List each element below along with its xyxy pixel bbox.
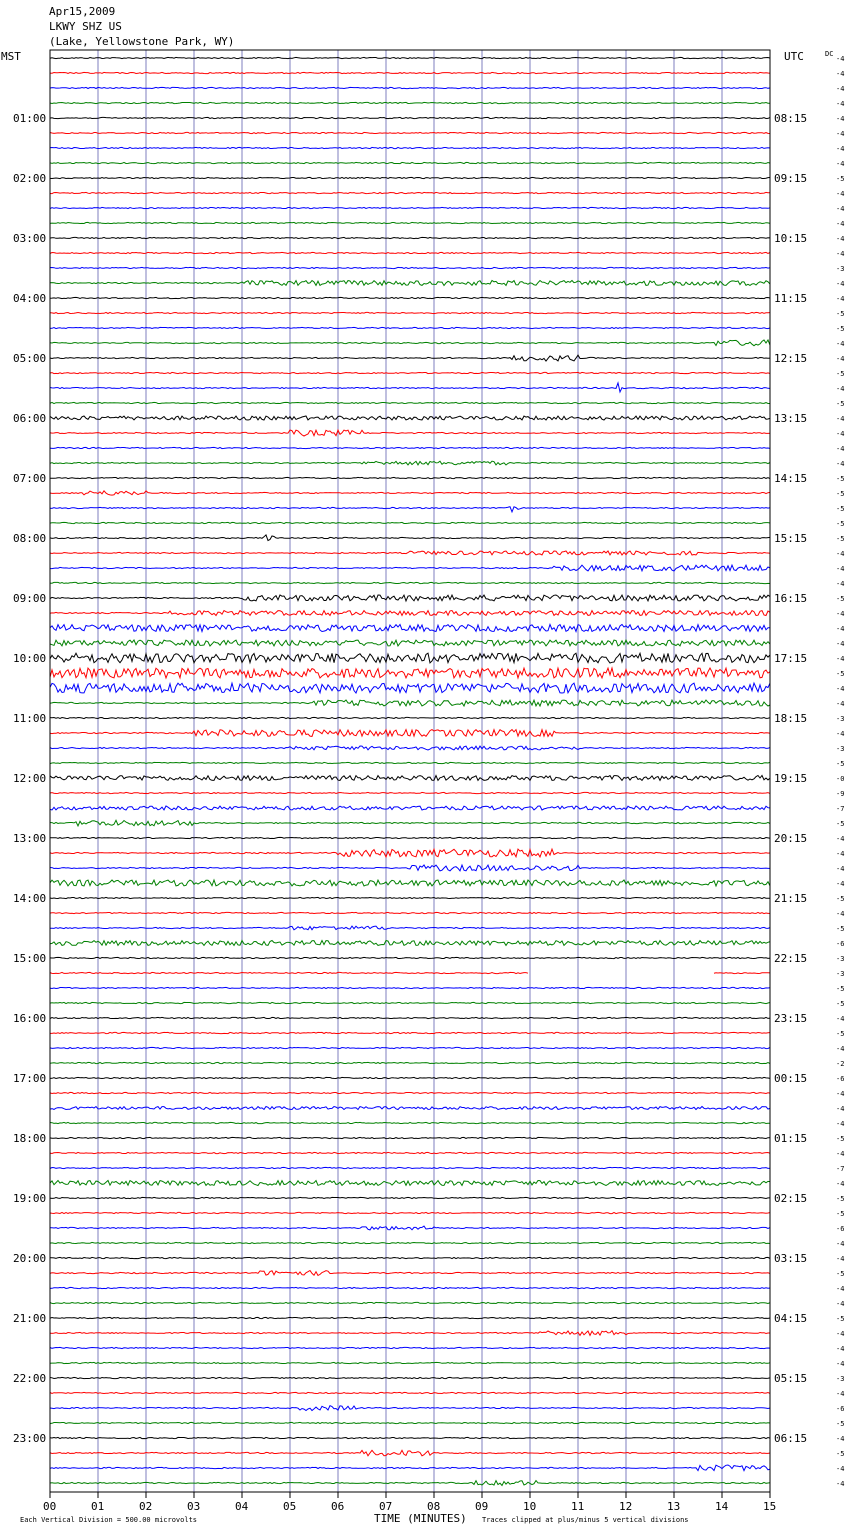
seismic-trace bbox=[50, 880, 770, 886]
dc-offset-value: -4 bbox=[836, 1150, 845, 1158]
dc-offset-value: -4 bbox=[836, 1090, 845, 1098]
dc-offset-value: -6 bbox=[836, 1225, 845, 1233]
dc-label: DC bbox=[825, 50, 834, 58]
dc-offset-value: -6 bbox=[836, 940, 845, 948]
seismic-trace bbox=[50, 1181, 770, 1186]
dc-offset-value: -4 bbox=[836, 685, 845, 693]
dc-offset-value: -4 bbox=[836, 1465, 845, 1473]
left-hour-label: 12:00 bbox=[13, 772, 47, 785]
dc-offset-value: -4 bbox=[836, 280, 845, 288]
x-tick-label: 04 bbox=[235, 1500, 249, 1513]
dc-offset-value: -4 bbox=[836, 340, 845, 348]
header-date: Apr15,2009 bbox=[49, 5, 116, 18]
seismic-trace bbox=[50, 522, 770, 523]
dc-offset-values bbox=[836, 55, 844, 1488]
dc-offset-value: -4 bbox=[836, 115, 845, 123]
dc-offset-value: -4 bbox=[836, 100, 845, 108]
seismic-trace bbox=[50, 1077, 770, 1078]
x-tick-label: 06 bbox=[331, 1500, 345, 1513]
x-tick-label: 02 bbox=[139, 1500, 153, 1513]
dc-offset-value: -4 bbox=[836, 880, 845, 888]
seismic-trace bbox=[50, 1362, 770, 1363]
dc-offset-value: -4 bbox=[836, 640, 845, 648]
seismic-trace bbox=[50, 1392, 770, 1393]
dc-offset-value: -5 bbox=[836, 895, 845, 903]
seismic-trace bbox=[50, 926, 770, 930]
seismic-trace bbox=[50, 849, 770, 857]
dc-offset-value: -5 bbox=[836, 490, 845, 498]
seismic-trace bbox=[50, 1437, 770, 1438]
minute-gridlines bbox=[98, 50, 722, 1492]
dc-offset-value: -4 bbox=[836, 145, 845, 153]
seismic-trace bbox=[50, 312, 770, 313]
seismic-trace bbox=[50, 1032, 770, 1033]
dc-offset-value: -4 bbox=[836, 550, 845, 558]
seismic-trace bbox=[50, 162, 770, 163]
seismic-trace bbox=[50, 252, 770, 253]
dc-offset-value: -4 bbox=[836, 295, 845, 303]
seismic-trace bbox=[50, 355, 770, 361]
dc-offset-value: -5 bbox=[836, 520, 845, 528]
seismic-trace bbox=[50, 865, 770, 871]
dc-offset-value: -6 bbox=[836, 1075, 845, 1083]
dc-offset-value: -4 bbox=[836, 1045, 845, 1053]
left-timezone: MST bbox=[1, 50, 21, 63]
dc-offset-value: -5 bbox=[836, 1000, 845, 1008]
x-tick-label: 11 bbox=[571, 1500, 585, 1513]
dc-offset-value: -5 bbox=[836, 325, 845, 333]
seismic-trace bbox=[50, 653, 770, 663]
dc-offset-value: -4 bbox=[836, 205, 845, 213]
seismic-trace bbox=[50, 192, 770, 193]
seismic-trace bbox=[50, 746, 770, 750]
dc-offset-value: -5 bbox=[836, 1135, 845, 1143]
seismic-trace bbox=[50, 177, 770, 178]
left-hour-label: 21:00 bbox=[13, 1312, 47, 1325]
clip-note: Traces clipped at plus/minus 5 vertical divisions bbox=[482, 1516, 689, 1524]
seismic-trace bbox=[50, 327, 770, 328]
left-hour-label: 11:00 bbox=[13, 712, 47, 725]
right-hour-label: 14:15 bbox=[774, 472, 808, 485]
seismic-trace bbox=[50, 1317, 770, 1318]
dc-offset-value: -5 bbox=[836, 475, 845, 483]
dc-offset-value: -4 bbox=[836, 160, 845, 168]
dc-offset-value: -4 bbox=[836, 1390, 845, 1398]
dc-offset-value: -4 bbox=[836, 1240, 845, 1248]
dc-offset-value: -5 bbox=[836, 505, 845, 513]
right-hour-label: 17:15 bbox=[774, 652, 808, 665]
dc-offset-value: -5 bbox=[836, 1450, 845, 1458]
seismic-trace bbox=[50, 1047, 770, 1048]
dc-offset-value: -4 bbox=[836, 355, 845, 363]
seismic-trace bbox=[50, 340, 770, 346]
x-tick-label: 03 bbox=[187, 1500, 201, 1513]
seismic-trace bbox=[50, 447, 770, 448]
x-tick-label: 14 bbox=[715, 1500, 729, 1513]
dc-offset-value: -4 bbox=[836, 1360, 845, 1368]
left-hour-label: 14:00 bbox=[13, 892, 47, 905]
seismic-trace bbox=[50, 1122, 770, 1123]
seismic-trace bbox=[50, 1377, 770, 1378]
dc-offset-value: -5 bbox=[836, 925, 845, 933]
seismic-trace bbox=[50, 1197, 770, 1198]
dc-offset-value: -5 bbox=[836, 595, 845, 603]
left-hour-label: 07:00 bbox=[13, 472, 47, 485]
dc-offset-value: -4 bbox=[836, 1300, 845, 1308]
x-tick-label: 12 bbox=[619, 1500, 633, 1513]
right-hour-label: 15:15 bbox=[774, 532, 808, 545]
left-hour-label: 19:00 bbox=[13, 1192, 47, 1205]
right-hour-label: 12:15 bbox=[774, 352, 808, 365]
dc-offset-value: -4 bbox=[836, 235, 845, 243]
seismic-trace bbox=[50, 1212, 770, 1213]
right-hour-label: 21:15 bbox=[774, 892, 808, 905]
seismic-trace bbox=[50, 117, 770, 118]
dc-offset-value: -4 bbox=[836, 460, 845, 468]
seismic-trace bbox=[50, 372, 770, 373]
dc-offset-value: -9 bbox=[836, 790, 845, 798]
right-timezone: UTC bbox=[784, 50, 804, 63]
seismic-trace bbox=[50, 461, 770, 465]
left-hour-label: 22:00 bbox=[13, 1372, 47, 1385]
dc-offset-value: -5 bbox=[836, 175, 845, 183]
seismic-trace bbox=[50, 102, 770, 103]
x-axis-label: TIME (MINUTES) bbox=[374, 1512, 467, 1525]
seismic-trace bbox=[50, 132, 770, 133]
dc-offset-value: -4 bbox=[836, 250, 845, 258]
seismic-trace bbox=[50, 416, 770, 420]
seismic-trace bbox=[714, 973, 770, 974]
seismic-trace bbox=[50, 87, 770, 88]
seismic-trace bbox=[50, 1331, 770, 1336]
seismic-trace bbox=[50, 237, 770, 238]
seismic-trace bbox=[50, 1137, 770, 1138]
seismic-trace bbox=[50, 1406, 770, 1411]
seismic-trace bbox=[50, 565, 770, 571]
seismic-trace bbox=[50, 987, 770, 988]
seismic-trace bbox=[50, 611, 770, 616]
dc-offset-value: -7 bbox=[836, 805, 845, 813]
left-hour-label: 01:00 bbox=[13, 112, 47, 125]
seismic-trace bbox=[50, 640, 770, 646]
right-hour-label: 13:15 bbox=[774, 412, 808, 425]
dc-offset-value: -4 bbox=[836, 1285, 845, 1293]
seismic-trace bbox=[50, 683, 770, 693]
dc-offset-value: -4 bbox=[836, 1345, 845, 1353]
dc-offset-value: -0 bbox=[836, 775, 845, 783]
x-tick-label: 10 bbox=[523, 1500, 537, 1513]
dc-offset-value: -4 bbox=[836, 385, 845, 393]
seismic-trace bbox=[50, 972, 528, 973]
seismic-trace bbox=[50, 1481, 770, 1486]
right-hour-label: 23:15 bbox=[774, 1012, 808, 1025]
seismic-trace bbox=[50, 837, 770, 838]
dc-offset-value: -4 bbox=[836, 85, 845, 93]
left-hour-label: 08:00 bbox=[13, 532, 47, 545]
left-hour-label: 18:00 bbox=[13, 1132, 47, 1145]
seismic-trace bbox=[50, 267, 770, 268]
dc-offset-value: -4 bbox=[836, 445, 845, 453]
seismic-trace bbox=[50, 535, 770, 541]
dc-offset-value: -4 bbox=[836, 220, 845, 228]
right-hour-labels bbox=[774, 112, 807, 1445]
right-hour-label: 19:15 bbox=[774, 772, 808, 785]
seismic-trace bbox=[50, 595, 770, 601]
right-hour-label: 05:15 bbox=[774, 1372, 808, 1385]
dc-offset-value: -3 bbox=[836, 1375, 845, 1383]
dc-offset-value: -5 bbox=[836, 820, 845, 828]
dc-offset-value: -4 bbox=[836, 130, 845, 138]
right-hour-label: 11:15 bbox=[774, 292, 808, 305]
right-hour-label: 06:15 bbox=[774, 1432, 808, 1445]
plot-frame bbox=[50, 50, 770, 1492]
x-tick-label: 08 bbox=[427, 1500, 441, 1513]
left-hour-label: 23:00 bbox=[13, 1432, 47, 1445]
dc-offset-value: -6 bbox=[836, 1405, 845, 1413]
dc-offset-value: -3 bbox=[836, 745, 845, 753]
dc-offset-value: -4 bbox=[836, 1435, 845, 1443]
right-hour-label: 01:15 bbox=[774, 1132, 808, 1145]
dc-offset-value: -4 bbox=[836, 70, 845, 78]
x-tick-label: 07 bbox=[379, 1500, 393, 1513]
right-hour-label: 10:15 bbox=[774, 232, 808, 245]
left-hour-label: 03:00 bbox=[13, 232, 47, 245]
dc-offset-value: -5 bbox=[836, 370, 845, 378]
seismic-trace bbox=[50, 1271, 770, 1276]
dc-offset-value: -2 bbox=[836, 1060, 845, 1068]
seismic-trace bbox=[50, 700, 770, 706]
dc-offset-value: -4 bbox=[836, 610, 845, 618]
seismic-trace bbox=[50, 582, 770, 583]
seismic-trace bbox=[50, 1002, 770, 1003]
dc-offset-value: -4 bbox=[836, 1120, 845, 1128]
seismic-trace bbox=[50, 1152, 770, 1153]
seismic-trace bbox=[50, 383, 770, 392]
seismic-trace bbox=[50, 792, 770, 793]
dc-offset-value: -4 bbox=[836, 55, 845, 63]
dc-offset-value: -3 bbox=[836, 715, 845, 723]
seismic-trace bbox=[50, 297, 770, 298]
seismic-trace bbox=[50, 507, 770, 512]
seismic-trace bbox=[50, 897, 770, 898]
seismic-trace bbox=[50, 1450, 770, 1456]
seismic-trace bbox=[50, 1465, 770, 1471]
left-hour-label: 02:00 bbox=[13, 172, 47, 185]
seismic-trace bbox=[50, 402, 770, 403]
seismic-trace bbox=[50, 820, 770, 826]
dc-offset-value: -4 bbox=[836, 430, 845, 438]
x-axis-ticks bbox=[43, 1492, 776, 1513]
seismic-trace bbox=[50, 1257, 770, 1258]
x-tick-label: 01 bbox=[91, 1500, 105, 1513]
right-hour-label: 04:15 bbox=[774, 1312, 808, 1325]
left-hour-label: 20:00 bbox=[13, 1252, 47, 1265]
left-hour-label: 13:00 bbox=[13, 832, 47, 845]
left-hour-label: 17:00 bbox=[13, 1072, 47, 1085]
x-tick-label: 05 bbox=[283, 1500, 297, 1513]
dc-offset-value: -4 bbox=[836, 1180, 845, 1188]
seismic-trace bbox=[50, 717, 770, 718]
x-tick-label: 13 bbox=[667, 1500, 681, 1513]
dc-offset-value: -5 bbox=[836, 760, 845, 768]
seismic-trace bbox=[50, 430, 770, 436]
right-hour-label: 22:15 bbox=[774, 952, 808, 965]
seismic-trace bbox=[50, 957, 770, 958]
dc-offset-value: -4 bbox=[836, 865, 845, 873]
x-tick-label: 00 bbox=[43, 1500, 57, 1513]
dc-offset-value: -4 bbox=[836, 565, 845, 573]
seismic-traces bbox=[50, 57, 770, 1485]
seismic-trace bbox=[50, 1242, 770, 1243]
dc-offset-value: -4 bbox=[836, 835, 845, 843]
dc-offset-value: -4 bbox=[836, 1330, 845, 1338]
dc-offset-value: -5 bbox=[836, 1420, 845, 1428]
seismic-trace bbox=[50, 1347, 770, 1348]
seismic-trace bbox=[50, 1167, 770, 1168]
header-station: LKWY SHZ US bbox=[49, 20, 122, 33]
right-hour-label: 09:15 bbox=[774, 172, 808, 185]
right-hour-label: 03:15 bbox=[774, 1252, 808, 1265]
seismic-trace bbox=[50, 941, 770, 946]
left-hour-label: 04:00 bbox=[13, 292, 47, 305]
dc-offset-value: -3 bbox=[836, 970, 845, 978]
seismic-trace bbox=[50, 1062, 770, 1063]
seismic-trace bbox=[50, 912, 770, 913]
seismic-trace bbox=[50, 668, 770, 678]
dc-offset-value: -5 bbox=[836, 1315, 845, 1323]
scale-note: Each Vertical Division = 500.00 microvolts bbox=[20, 1516, 198, 1524]
seismic-trace bbox=[50, 207, 770, 208]
seismic-trace bbox=[50, 1302, 770, 1303]
seismic-trace bbox=[50, 730, 770, 737]
left-hour-label: 05:00 bbox=[13, 352, 47, 365]
dc-offset-value: -4 bbox=[836, 1255, 845, 1263]
seismic-trace bbox=[50, 72, 770, 73]
left-hour-label: 06:00 bbox=[13, 412, 47, 425]
dc-offset-value: -4 bbox=[836, 850, 845, 858]
dc-offset-value: -4 bbox=[836, 910, 845, 918]
x-tick-label: 09 bbox=[475, 1500, 489, 1513]
seismic-trace bbox=[50, 1107, 770, 1110]
seismic-trace bbox=[50, 1017, 770, 1018]
seismic-trace bbox=[50, 806, 770, 810]
left-hour-label: 16:00 bbox=[13, 1012, 47, 1025]
left-hour-labels bbox=[13, 112, 46, 1445]
right-hour-label: 18:15 bbox=[774, 712, 808, 725]
dc-offset-value: -4 bbox=[836, 655, 845, 663]
dc-offset-value: -5 bbox=[836, 535, 845, 543]
left-hour-label: 15:00 bbox=[13, 952, 47, 965]
seismic-trace bbox=[50, 1287, 770, 1288]
seismic-trace bbox=[50, 477, 770, 478]
x-tick-label: 15 bbox=[763, 1500, 777, 1513]
dc-offset-value: -7 bbox=[836, 1165, 845, 1173]
dc-offset-value: -5 bbox=[836, 400, 845, 408]
dc-offset-value: -4 bbox=[836, 580, 845, 588]
seismic-trace bbox=[50, 1226, 770, 1230]
dc-offset-value: -4 bbox=[836, 1480, 845, 1488]
dc-offset-value: -4 bbox=[836, 625, 845, 633]
dc-offset-value: -4 bbox=[836, 1015, 845, 1023]
left-hour-label: 09:00 bbox=[13, 592, 47, 605]
right-hour-label: 00:15 bbox=[774, 1072, 808, 1085]
seismic-trace bbox=[50, 281, 770, 286]
dc-offset-value: -4 bbox=[836, 190, 845, 198]
dc-offset-value: -5 bbox=[836, 1210, 845, 1218]
dc-offset-value: -4 bbox=[836, 730, 845, 738]
dc-offset-value: -5 bbox=[836, 1030, 845, 1038]
right-hour-label: 20:15 bbox=[774, 832, 808, 845]
seismic-trace bbox=[50, 625, 770, 632]
dc-offset-value: -4 bbox=[836, 700, 845, 708]
seismic-trace bbox=[50, 222, 770, 223]
seismic-trace bbox=[50, 147, 770, 148]
right-hour-label: 02:15 bbox=[774, 1192, 808, 1205]
dc-offset-value: -5 bbox=[836, 670, 845, 678]
right-hour-label: 08:15 bbox=[774, 112, 808, 125]
right-hour-label: 16:15 bbox=[774, 592, 808, 605]
dc-offset-value: -3 bbox=[836, 265, 845, 273]
header-location: (Lake, Yellowstone Park, WY) bbox=[49, 35, 235, 48]
seismic-trace bbox=[50, 1422, 770, 1423]
dc-offset-value: -4 bbox=[836, 415, 845, 423]
seismic-trace bbox=[50, 776, 770, 781]
seismic-trace bbox=[50, 1092, 770, 1093]
dc-offset-value: -5 bbox=[836, 985, 845, 993]
dc-offset-value: -5 bbox=[836, 1270, 845, 1278]
dc-offset-value: -5 bbox=[836, 310, 845, 318]
dc-offset-value: -4 bbox=[836, 1105, 845, 1113]
dc-offset-value: -5 bbox=[836, 1195, 845, 1203]
seismic-trace bbox=[50, 762, 770, 763]
left-hour-label: 10:00 bbox=[13, 652, 47, 665]
seismic-trace bbox=[50, 57, 770, 58]
seismic-trace bbox=[50, 551, 770, 555]
dc-offset-value: -3 bbox=[836, 955, 845, 963]
seismic-trace bbox=[50, 491, 770, 495]
